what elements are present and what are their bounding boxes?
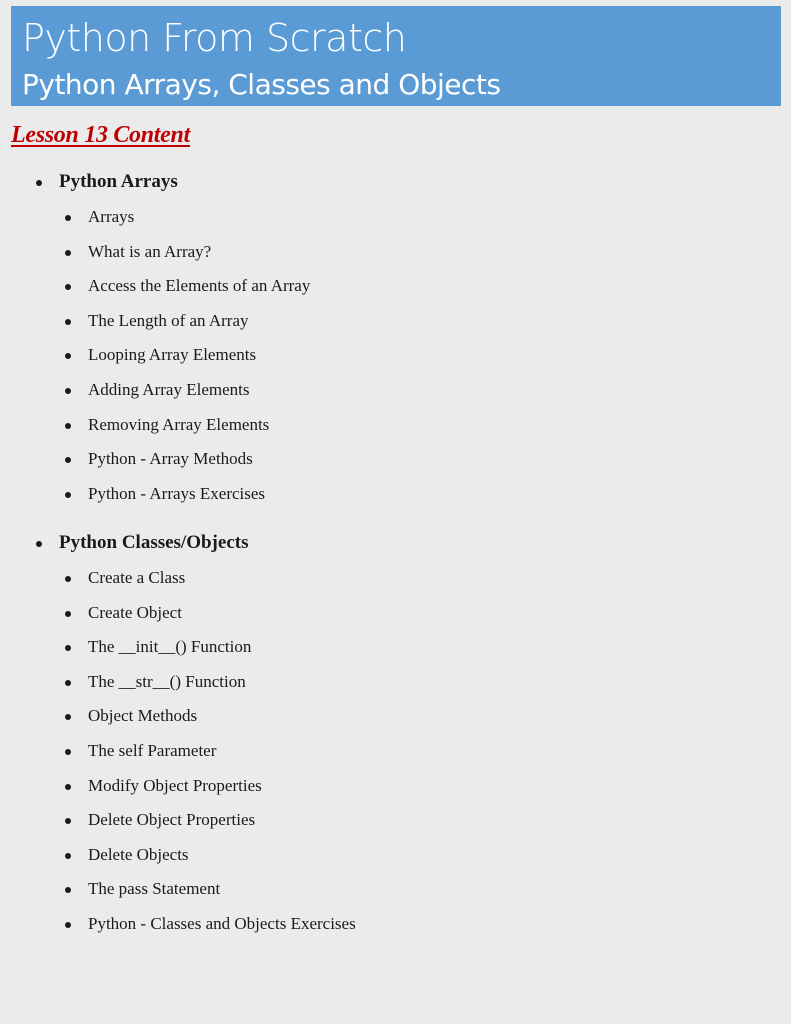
bullet-icon: [65, 319, 71, 325]
bullet-icon: [65, 784, 71, 790]
page-title: Python From Scratch: [22, 16, 407, 60]
header-banner: [11, 6, 781, 106]
bullet-icon: [65, 645, 71, 651]
bullet-icon: [65, 887, 71, 893]
bullet-icon: [65, 922, 71, 928]
bullet-icon: [65, 680, 71, 686]
bullet-icon: [36, 180, 42, 186]
lesson-heading: Lesson 13 Content: [11, 122, 190, 148]
bullet-icon: [65, 853, 71, 859]
bullet-icon: [65, 457, 71, 463]
bullet-icon: [65, 818, 71, 824]
bullet-icon: [36, 541, 42, 547]
bullet-icon: [65, 611, 71, 617]
bullet-icon: [65, 576, 71, 582]
bullet-icon: [65, 388, 71, 394]
bullet-icon: [65, 492, 71, 498]
bullet-icon: [65, 423, 71, 429]
bullet-icon: [65, 250, 71, 256]
bullet-icon: [65, 215, 71, 221]
page-subtitle: Python Arrays, Classes and Objects: [22, 68, 501, 101]
bullet-icon: [65, 284, 71, 290]
bullet-icon: [65, 353, 71, 359]
bullet-icon: [65, 714, 71, 720]
bullet-icon: [65, 749, 71, 755]
